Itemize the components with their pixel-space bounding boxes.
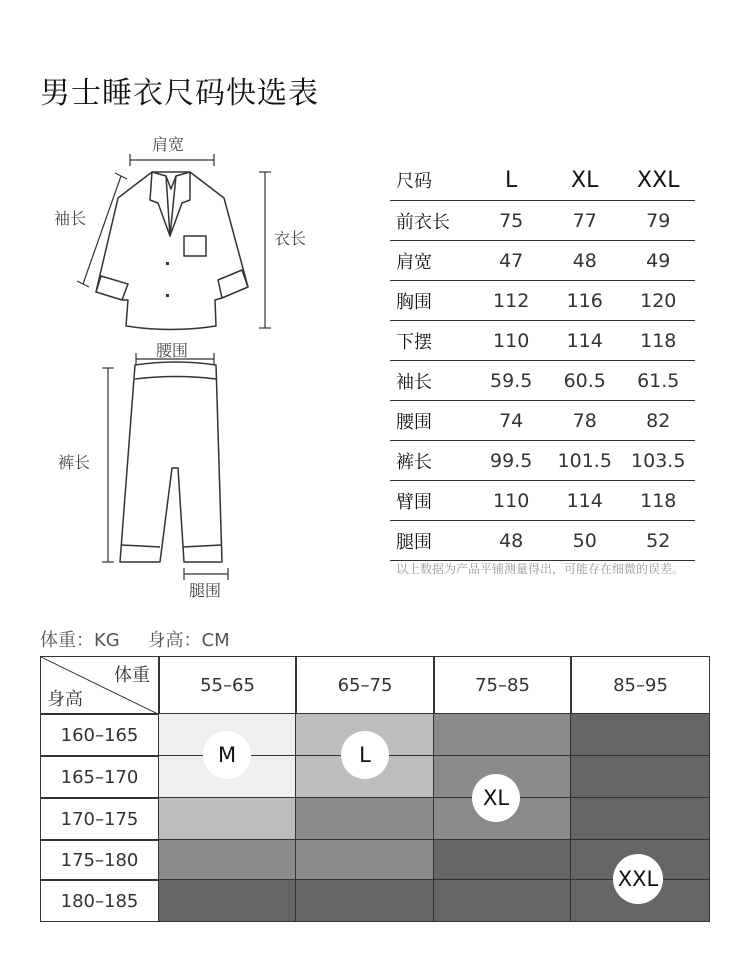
header-size-l: L: [505, 167, 518, 193]
measurement-note: 以上数据为产品平铺测量得出，可能存在细微的误差。: [396, 562, 685, 576]
measurement-value: 50: [572, 529, 597, 552]
measurement-value: 110: [493, 489, 530, 512]
measurement-value: 74: [499, 409, 524, 432]
measurement-value: 99.5: [490, 449, 533, 472]
height-header: 180–185: [40, 880, 159, 922]
size-cell: [159, 840, 296, 880]
corner-weight: 体重: [114, 665, 150, 686]
size-badge: XL: [472, 774, 520, 822]
weight-header: 65–75: [296, 656, 434, 714]
size-table-row: [390, 321, 695, 361]
garment-diagram: [0, 0, 380, 610]
label-sleeve: 袖长: [54, 209, 87, 228]
size-cell: [296, 880, 434, 922]
size-badge: M: [203, 731, 251, 779]
measurement-label: 前衣长: [396, 211, 450, 233]
size-cell: [571, 714, 710, 756]
height-header: 160–165: [40, 714, 159, 756]
label-leg: 腿围: [189, 581, 222, 600]
size-cell: [571, 798, 710, 840]
header-size-xl: XL: [571, 167, 599, 193]
size-table-row: [390, 241, 695, 281]
size-cell: [434, 714, 571, 756]
header-size-label: 尺码: [396, 171, 432, 192]
size-table-row: [390, 521, 695, 561]
measurement-value: 75: [499, 209, 524, 232]
size-table-header: [390, 160, 695, 201]
measurement-value: 112: [493, 289, 530, 312]
size-cell: [159, 798, 296, 840]
height-header: 170–175: [40, 798, 159, 840]
measurement-value: 78: [572, 409, 597, 432]
weight-header: 75–85: [434, 656, 571, 714]
measurement-label: 腰围: [396, 411, 432, 433]
size-table-row: [390, 441, 695, 481]
measurement-value: 48: [572, 249, 597, 272]
size-table-row: [390, 401, 695, 441]
shirt-outline: [96, 172, 248, 330]
measurement-value: 48: [499, 529, 524, 552]
measurement-label: 腿围: [396, 531, 432, 553]
label-length: 衣长: [274, 229, 307, 248]
measurement-value: 52: [646, 529, 671, 552]
size-cell: [571, 756, 710, 798]
measurement-label: 裤长: [396, 451, 432, 473]
measurement-value: 59.5: [490, 369, 533, 392]
size-cell: [296, 798, 434, 840]
page-title: 男士睡衣尺码快选表: [40, 76, 319, 111]
label-shoulder: 肩宽: [152, 135, 185, 154]
measurement-value: 49: [646, 249, 671, 272]
measurement-label: 臂围: [396, 491, 432, 513]
measurement-value: 114: [566, 489, 603, 512]
size-cell: [434, 880, 571, 922]
measurement-label: 袖长: [396, 371, 432, 393]
header-size-xxl: XXL: [637, 167, 680, 193]
size-table-row: [390, 201, 695, 241]
measurement-value: 82: [646, 409, 671, 432]
corner-height: 身高: [47, 689, 83, 710]
measurement-value: 61.5: [637, 369, 680, 392]
measurement-label: 肩宽: [396, 251, 432, 273]
measurement-label: 下摆: [396, 331, 432, 353]
measurement-value: 114: [566, 329, 603, 352]
measurement-value: 118: [640, 489, 677, 512]
size-picker-grid: [40, 656, 710, 922]
grid-corner: [40, 656, 159, 714]
weight-header: 55–65: [159, 656, 296, 714]
size-table: [390, 160, 695, 561]
measurement-value: 118: [640, 329, 677, 352]
measurement-label: 胸围: [396, 291, 432, 313]
measurement-value: 79: [646, 209, 671, 232]
size-table-row: [390, 361, 695, 401]
measurement-value: 47: [499, 249, 524, 272]
size-table-row: [390, 481, 695, 521]
size-badge: XXL: [613, 854, 663, 904]
label-pants-length: 裤长: [58, 453, 91, 472]
measurement-value: 77: [572, 209, 597, 232]
height-header: 165–170: [40, 756, 159, 798]
label-waist: 腰围: [156, 341, 189, 360]
size-cell: [159, 880, 296, 922]
size-badge: L: [341, 731, 389, 779]
height-unit: 身高：CM: [147, 630, 230, 651]
measurement-value: 103.5: [631, 449, 686, 472]
measurement-value: 110: [493, 329, 530, 352]
shirt-pocket: [184, 236, 206, 256]
height-header: 175–180: [40, 840, 159, 880]
size-table-row: [390, 281, 695, 321]
measurement-value: 60.5: [563, 369, 606, 392]
weight-header: 85–95: [571, 656, 710, 714]
measurement-value: 101.5: [557, 449, 612, 472]
weight-unit: 体重：KG: [40, 630, 120, 651]
size-cell: [296, 840, 434, 880]
units-line: [40, 626, 230, 652]
pants-outline: [120, 362, 222, 562]
measurement-value: 116: [566, 289, 603, 312]
measurement-value: 120: [640, 289, 677, 312]
size-cell: [434, 840, 571, 880]
